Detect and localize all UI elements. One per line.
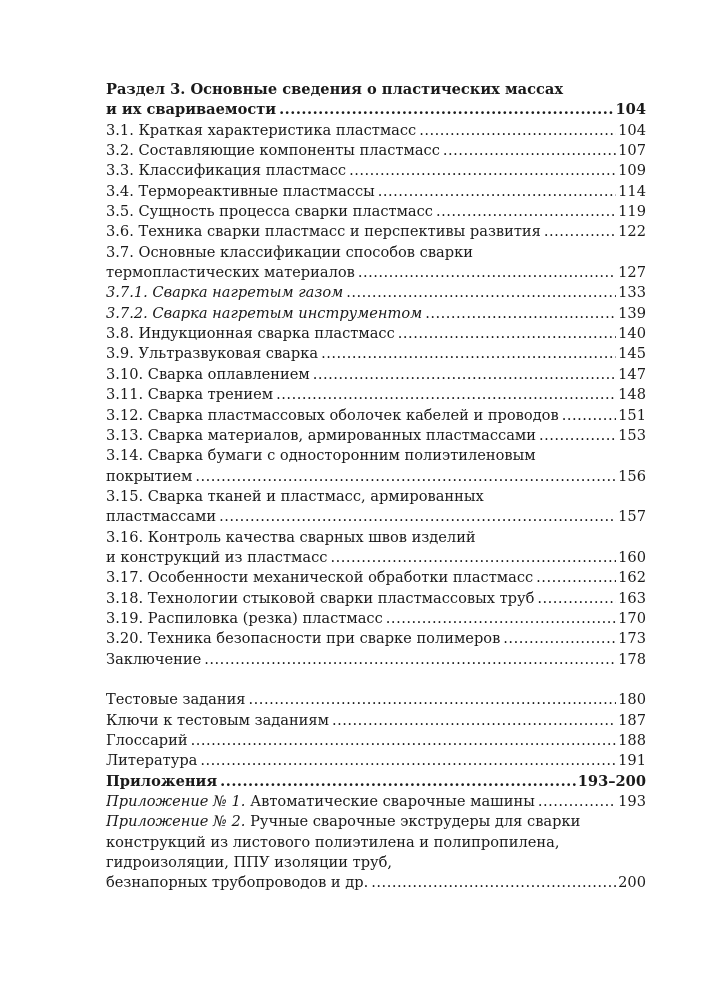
toc-title: 3.9. Ультразвуковая сварка xyxy=(106,345,319,363)
toc-page: 162 xyxy=(618,569,646,587)
toc-page: 139 xyxy=(618,304,646,322)
toc-line-keys xyxy=(106,711,646,731)
toc-page: 193–200 xyxy=(577,772,646,790)
toc-line-3-13 xyxy=(106,426,646,446)
toc-title xyxy=(106,792,535,812)
toc-line-3-19 xyxy=(106,609,646,629)
toc-line-3-15 xyxy=(106,507,646,527)
toc-line-3-14 xyxy=(106,467,646,487)
toc-page: 191 xyxy=(618,752,646,770)
toc-page: 151 xyxy=(618,406,646,424)
toc-page: 163 xyxy=(618,589,646,607)
toc-page: 188 xyxy=(618,732,646,749)
dot-leader xyxy=(191,731,617,751)
toc-page: 133 xyxy=(618,284,646,302)
toc-title: 3.7.1. Сварка нагретым газом xyxy=(106,284,344,302)
toc-page: 160 xyxy=(618,548,646,566)
toc-page: 187 xyxy=(618,711,646,729)
toc-line-3-1 xyxy=(106,121,646,141)
appendix-label: Приложение № 2. xyxy=(106,813,246,831)
toc-title-3-14-first-line: 3.14. Сварка бумаги с односторонним полиэтиленовым xyxy=(106,447,536,465)
toc-line-appendix-1 xyxy=(106,792,646,812)
toc-title: 3.5. Сущность процесса сварки пластмасс xyxy=(106,203,433,221)
toc-line-3-5 xyxy=(106,202,646,222)
appendix-text: Ручные сварочные экструдеры для сварки xyxy=(245,813,581,831)
toc-line-3-3 xyxy=(106,161,646,181)
appendix-label: Приложение № 1. xyxy=(106,793,246,811)
dot-leader xyxy=(195,467,616,487)
toc-line-3-9 xyxy=(106,344,646,364)
dot-leader xyxy=(346,283,616,303)
toc-line-3-16 xyxy=(106,548,646,568)
toc-page: 122 xyxy=(618,223,646,241)
toc-line-3-20 xyxy=(106,629,646,649)
toc-page: 173 xyxy=(618,630,646,648)
toc-title: и конструкций из пластмасс xyxy=(106,548,328,566)
toc-title: 3.7.2. Сварка нагретым инструментом xyxy=(106,304,423,322)
toc-title: 3.1. Краткая характеристика пластмасс xyxy=(106,121,417,139)
dot-leader xyxy=(358,263,616,283)
toc-line-3-8 xyxy=(106,324,646,344)
dot-leader xyxy=(536,568,616,588)
toc-appendix-2-line-1 xyxy=(106,812,646,832)
dot-leader xyxy=(398,324,616,344)
dot-leader xyxy=(544,222,616,242)
appendix-text: Автоматические сварочные машины xyxy=(245,793,535,811)
dot-leader xyxy=(330,548,616,568)
toc-title: 3.3. Классификация пластмасс xyxy=(106,162,347,180)
toc-title: 3.4. Термореактивные пластмассы xyxy=(106,182,375,200)
section-3-heading: Раздел 3. Основные сведения о пластических массах xyxy=(106,81,564,98)
toc-title: 3.19. Распиловка (резка) пластмасс xyxy=(106,609,383,627)
toc-page: 178 xyxy=(618,650,646,668)
dot-leader xyxy=(443,141,616,161)
toc-line-3-7-2 xyxy=(106,304,646,324)
toc-title-3-7-first-line: 3.7. Основные классификации способов сварки xyxy=(106,243,473,261)
toc-title: безнапорных трубопроводов и др. xyxy=(106,874,369,892)
toc-line-3-6 xyxy=(106,222,646,242)
toc-page: 148 xyxy=(618,386,646,404)
toc-title-3-16-first-line: 3.16. Контроль качества сварных швов изделий xyxy=(106,528,476,546)
toc-title: 3.10. Сварка оплавлением xyxy=(106,365,310,383)
toc-title: и их свариваемости xyxy=(106,101,277,119)
dot-leader xyxy=(371,873,616,893)
toc-title: Ключи к тестовым заданиям xyxy=(106,711,329,729)
toc-page: 153 xyxy=(618,426,646,444)
dot-leader xyxy=(378,182,616,202)
toc-title: 3.17. Особенности механической обработки пластмасс xyxy=(106,569,534,587)
dot-leader xyxy=(276,385,616,405)
toc-page: 145 xyxy=(618,345,646,363)
spacer xyxy=(106,670,646,690)
dot-leader xyxy=(562,406,616,426)
toc-page: 170 xyxy=(618,609,646,627)
toc-title: Литература xyxy=(106,752,198,770)
toc-title: Тестовые задания xyxy=(106,691,246,709)
toc-title: 3.11. Сварка трением xyxy=(106,386,274,404)
toc-appendix-2-line-2: конструкций из листового полиэтилена и полипропилена, xyxy=(106,833,560,851)
toc-title: 3.20. Техника безопасности при сварке полимеров xyxy=(106,630,501,648)
toc-line-3-4 xyxy=(106,182,646,202)
toc-line-3-12 xyxy=(106,406,646,426)
toc-line-conclusion xyxy=(106,650,646,670)
toc-line-literature xyxy=(106,751,646,771)
toc-page: 104 xyxy=(618,121,646,139)
dot-leader xyxy=(220,772,576,792)
toc-line-appendix-2 xyxy=(106,873,646,893)
dot-leader xyxy=(436,202,616,222)
dot-leader xyxy=(425,304,616,324)
toc-appendix-2-line-3: гидроизоляции, ППУ изоляции труб, xyxy=(106,854,393,872)
toc-line-3-10 xyxy=(106,365,646,385)
toc-page: 147 xyxy=(618,365,646,383)
toc-page: 193 xyxy=(618,793,646,811)
dot-leader xyxy=(313,365,616,385)
toc-line-appendices xyxy=(106,772,646,792)
dot-leader xyxy=(279,100,613,120)
dot-leader xyxy=(349,161,616,181)
dot-leader xyxy=(419,121,616,141)
toc-page: 180 xyxy=(618,691,646,709)
toc-page: 119 xyxy=(618,203,646,221)
toc-title: покрытием xyxy=(106,467,193,485)
toc-title: Глоссарий xyxy=(106,732,188,749)
toc-page: 200 xyxy=(618,874,646,892)
toc-line-3-7 xyxy=(106,263,646,283)
toc-page: 114 xyxy=(618,182,646,200)
toc-title: пластмассами xyxy=(106,508,217,526)
toc-title: 3.8. Индукционная сварка пластмасс xyxy=(106,325,395,343)
dot-leader xyxy=(249,690,617,710)
toc-line-tests xyxy=(106,690,646,710)
toc-title: 3.18. Технологии стыковой сварки пластмассовых труб xyxy=(106,589,535,607)
table-of-contents xyxy=(106,80,646,894)
toc-line-3-7-1 xyxy=(106,283,646,303)
dot-leader xyxy=(538,792,616,812)
toc-page: 104 xyxy=(615,101,646,119)
dot-leader xyxy=(386,609,616,629)
toc-title: 3.12. Сварка пластмассовых оболочек кабелей и проводов xyxy=(106,406,559,424)
dot-leader xyxy=(539,426,616,446)
toc-line-glossary xyxy=(106,731,646,751)
dot-leader xyxy=(321,344,616,364)
dot-leader xyxy=(200,751,616,771)
toc-line-3-2 xyxy=(106,141,646,161)
toc-page: 107 xyxy=(618,142,646,160)
dot-leader xyxy=(537,589,616,609)
dot-leader xyxy=(219,507,616,527)
toc-title: 3.2. Составляющие компоненты пластмасс xyxy=(106,142,440,160)
toc-title: Приложения xyxy=(106,772,218,790)
toc-line-section-3 xyxy=(106,100,646,120)
toc-title: 3.13. Сварка материалов, армированных пластмассами xyxy=(106,426,536,444)
toc-page: 127 xyxy=(618,264,646,282)
toc-title: 3.6. Техника сварки пластмасс и перспективы развития xyxy=(106,223,541,241)
toc-title: термопластических материалов xyxy=(106,264,355,282)
dot-leader xyxy=(332,711,616,731)
toc-title: Заключение xyxy=(106,650,202,668)
dot-leader xyxy=(503,629,616,649)
toc-page: 140 xyxy=(618,325,646,343)
toc-line-3-11 xyxy=(106,385,646,405)
toc-title-3-15-first-line: 3.15. Сварка тканей и пластмасс, армированных xyxy=(106,487,484,505)
toc-line-3-18 xyxy=(106,589,646,609)
toc-page: 156 xyxy=(618,467,646,485)
dot-leader xyxy=(204,650,616,670)
toc-page: 109 xyxy=(618,162,646,180)
toc-line-3-17 xyxy=(106,568,646,588)
toc-page: 157 xyxy=(618,508,646,526)
